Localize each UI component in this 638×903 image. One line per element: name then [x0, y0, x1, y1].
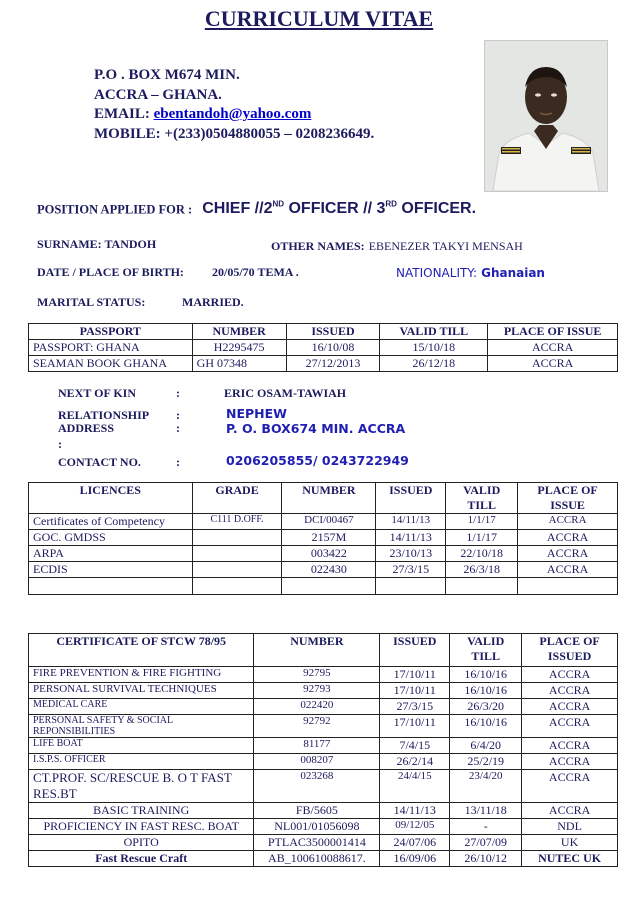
- position-applied: [37, 200, 476, 218]
- table-row: Certificates of Competency C111 D.OFF. DCI/00467 14/11/13 1/1/17 ACCRA: [29, 514, 618, 530]
- col-header: PLACE OF ISSUE: [488, 324, 618, 340]
- stcw-header-row: CERTIFICATE OF STCW 78/95 NUMBER ISSUED VALID TILL PLACE OF ISSUED: [29, 634, 618, 667]
- col-header: NUMBER: [192, 324, 286, 340]
- table-row: CT.PROF. SC/RESCUE B. O T FAST RES.BT 023268 24/4/15 23/4/20 ACCRA: [29, 770, 618, 803]
- table-row: PERSONAL SURVIVAL TECHNIQUES 92793 17/10/11 16/10/16 ACCRA: [29, 683, 618, 699]
- col-header: PASSPORT: [29, 324, 193, 340]
- passport-table: [28, 323, 618, 372]
- po-box: P.O . BOX M674 MIN.: [94, 67, 240, 83]
- col-header: ISSUED: [286, 324, 380, 340]
- contact-value: 0206205855/ 0243722949: [226, 453, 409, 468]
- table-row: OPITO PTLAC3500001414 24/07/06 27/07/09 UK: [29, 835, 618, 851]
- dob-value: 20/05/70 TEMA .: [212, 265, 299, 279]
- table-row: LIFE BOAT 81177 7/4/15 6/4/20 ACCRA: [29, 738, 618, 754]
- person-photo-icon: [485, 41, 607, 191]
- email-line: [94, 105, 374, 125]
- table-row: FIRE PREVENTION & FIRE FIGHTING 92795 17/10/11 16/10/16 ACCRA: [29, 667, 618, 683]
- table-row: PERSONAL SAFETY & SOCIAL REPONSIBILITIES 92792 17/10/11 16/10/16 ACCRA: [29, 715, 618, 738]
- table-row: GOC. GMDSS 2157M 14/11/13 1/1/17 ACCRA: [29, 530, 618, 546]
- table-row: BASIC TRAINING FB/5605 14/11/13 13/11/18 ACCRA: [29, 803, 618, 819]
- licences-table: [28, 482, 618, 595]
- mobile-line: MOBILE: +(233)0504880055 – 0208236649.: [94, 125, 375, 142]
- profile-photo: [484, 40, 608, 192]
- table-row: ARPA 003422 23/10/13 22/10/18 ACCRA: [29, 546, 618, 562]
- table-row: SEAMAN BOOK GHANA GH 07348 27/12/2013 26/12/18 ACCRA: [29, 356, 618, 372]
- table-row: I.S.P.S. OFFICER 008207 26/2/14 25/2/19 ACCRA: [29, 754, 618, 770]
- city: ACCRA – GHANA.: [94, 86, 222, 103]
- nationality: NATIONALITY: Ghanaian: [396, 266, 545, 280]
- surname: SURNAME: TANDOH: [37, 237, 157, 251]
- contact-block: [94, 66, 374, 144]
- position-value: CHIEF //2ND OFFICER // 3RD OFFICER.: [202, 200, 477, 218]
- address-value: P. O. BOX674 MIN. ACCRA: [226, 421, 406, 436]
- col-header: VALID TILL: [380, 324, 488, 340]
- email-link[interactable]: ebentandoh@yahoo.com: [153, 106, 312, 122]
- marital-label: MARITAL STATUS:: [37, 295, 146, 309]
- next-of-kin-value: ERIC OSAM-TAWIAH: [224, 386, 347, 400]
- document-title: CURRICULUM VITAE: [204, 6, 434, 31]
- relationship-value: NEPHEW: [226, 406, 287, 421]
- table-row: ECDIS 022430 27/3/15 26/3/18 ACCRA: [29, 562, 618, 578]
- table-row: Fast Rescue Craft AB_100610088617. 16/09/06 26/10/12 NUTEC UK: [29, 851, 618, 867]
- table-row: MEDICAL CARE 022420 27/3/15 26/3/20 ACCRA: [29, 699, 618, 715]
- email-label: EMAIL:: [94, 106, 154, 122]
- table-row: PASSPORT: GHANA H2295475 16/10/08 15/10/18 ACCRA: [29, 340, 618, 356]
- table-row: PROFICIENCY IN FAST RESC. BOAT NL001/01056098 09/12/05 - NDL: [29, 819, 618, 835]
- position-label: POSITION APPLIED FOR :: [37, 202, 193, 217]
- table-row: [29, 578, 618, 595]
- stcw-table: [28, 633, 618, 867]
- passport-header-row: [29, 324, 618, 340]
- dob-label: DATE / PLACE OF BIRTH:: [37, 265, 184, 279]
- marital-value: MARRIED.: [182, 295, 244, 309]
- other-names: OTHER NAMES: EBENEZER TAKYI MENSAH: [271, 239, 523, 253]
- licences-header-row: LICENCES GRADE NUMBER ISSUED VALID TILL PLACE OF ISSUE: [29, 483, 618, 514]
